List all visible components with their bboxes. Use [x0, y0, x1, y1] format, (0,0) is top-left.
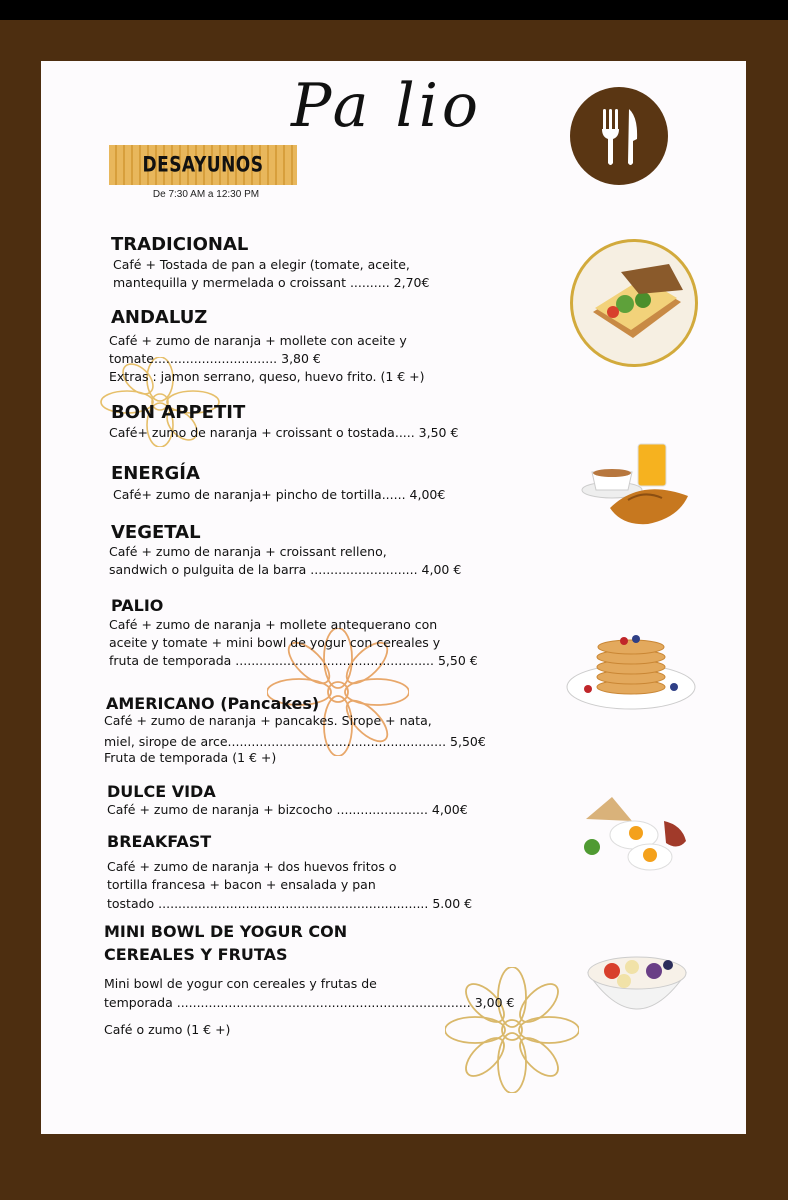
section-hours: De 7:30 AM a 12:30 PM	[152, 189, 260, 200]
pancakes-photo	[564, 621, 698, 713]
menu-page	[41, 61, 746, 1134]
item-desc-line: sandwich o pulguita de la barra ........................... 4,00 €	[109, 562, 462, 577]
item-title-andaluz: ANDALUZ	[111, 307, 208, 328]
item-title-palio: PALIO	[111, 596, 164, 615]
item-desc-line: Café+ zumo de naranja + croissant o tostada..... 3,50 €	[109, 425, 459, 440]
item-desc-line: Café + zumo de naranja + mollete con aceite y	[109, 333, 407, 348]
item-desc-line: Fruta de temporada (1 € +)	[104, 750, 277, 765]
item-desc-line: Café + zumo de naranja + croissant relleno,	[109, 544, 387, 559]
sandwich-photo	[570, 239, 698, 367]
item-desc-line: tortilla francesa + bacon + ensalada y pan	[107, 877, 376, 892]
item-desc-line: fruta de temporada .................................................. 5,50 €	[109, 653, 478, 668]
section-title: DESAYUNOS	[142, 152, 264, 178]
item-title-breakfast: BREAKFAST	[107, 832, 212, 851]
item-desc-line: aceite y tomate + mini bowl de yogur con cereales y	[109, 635, 441, 650]
coffee-croissant-photo	[578, 438, 698, 534]
item-extra-line: Café o zumo (1 € +)	[104, 1022, 231, 1037]
item-title-vegetal: VEGETAL	[111, 522, 201, 543]
item-desc-line: miel, sirope de arce....................................................... 5,50€	[104, 734, 486, 749]
item-desc-line: Café + zumo de naranja + pancakes. Sirope + nata,	[104, 713, 432, 728]
yogurt-bowl-photo	[584, 943, 690, 1033]
logo-text: Pa lio	[291, 71, 483, 141]
fork-knife-icon	[570, 87, 668, 185]
item-title-americano: AMERICANO (Pancakes)	[106, 694, 320, 713]
item-desc-line: Café + zumo de naranja + mollete antequerano con	[109, 617, 438, 632]
item-desc-line: temporada .......................................................................... 3,00 €	[104, 995, 515, 1010]
item-desc-line: Extras : jamon serrano, queso, huevo frito. (1 € +)	[109, 369, 425, 384]
item-desc-line: mantequilla y mermelada o croissant .......... 2,70€	[113, 275, 430, 290]
item-desc-line: Café + Tostada de pan a elegir (tomate, aceite,	[113, 257, 410, 272]
top-bar	[0, 0, 788, 20]
item-title-dulce-vida: DULCE VIDA	[107, 782, 216, 801]
item-desc-line: Café + zumo de naranja + bizcocho ....................... 4,00€	[107, 802, 468, 817]
item-desc-line: Mini bowl de yogur con cereales y frutas de	[104, 976, 377, 991]
item-title-mini-bowl: MINI BOWL DE YOGUR CON	[104, 922, 348, 941]
flower-decoration-3	[445, 967, 579, 1093]
item-title-energia: ENERGÍA	[111, 463, 200, 484]
item-desc-line: Café + zumo de naranja + dos huevos fritos o	[107, 859, 397, 874]
breakfast-eggs-photo	[578, 791, 692, 877]
section-badge	[109, 145, 297, 185]
item-title-bon-appetit: BON APPETIT	[111, 402, 246, 423]
item-desc-line: tostado .................................................................... 5.00 €	[107, 896, 473, 911]
item-desc-line: Café+ zumo de naranja+ pincho de tortilla...... 4,00€	[113, 487, 446, 502]
item-title-mini-bowl-line2: CEREALES Y FRUTAS	[104, 945, 288, 964]
item-desc-line: tomate............................... 3,80 €	[109, 351, 321, 366]
item-title-tradicional: TRADICIONAL	[111, 234, 249, 255]
